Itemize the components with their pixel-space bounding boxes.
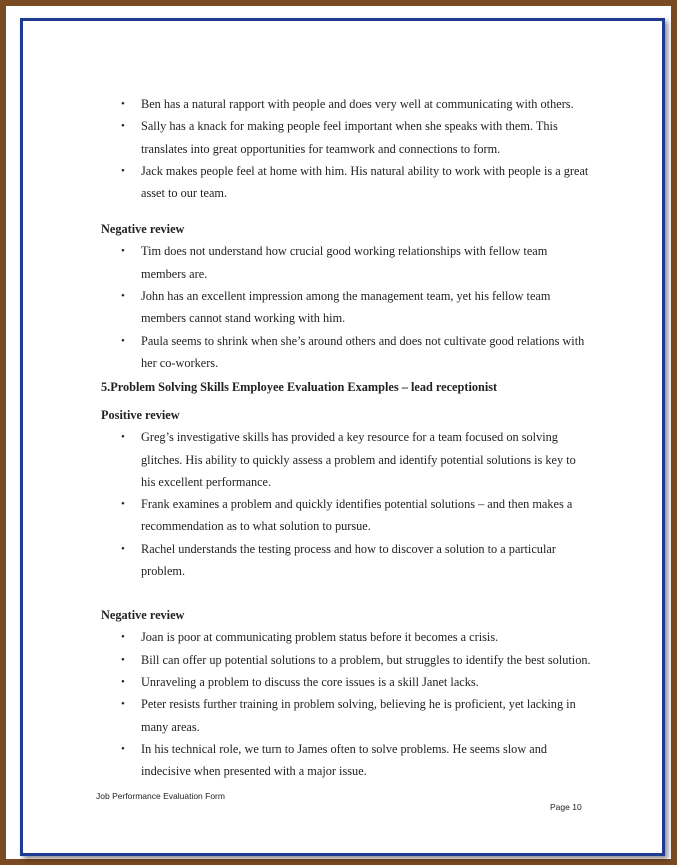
list-item: • Unraveling a problem to discuss the core issues is a skill Janet lacks. (101, 671, 591, 693)
list-item: • In his technical role, we turn to James often to solve problems. He seems slow and indecisive when presented with a major issue. (101, 738, 591, 783)
bullet-icon: • (121, 742, 125, 755)
list-item: • Tim does not understand how crucial good working relationships with fellow team members are. (101, 240, 591, 285)
list-item: • Jack makes people feel at home with him. His natural ability to work with people is a great asset to our team. (101, 160, 591, 205)
list-item: • Joan is poor at communicating problem status before it becomes a crisis. (101, 626, 591, 648)
negative-review-list-2 (101, 626, 591, 782)
bullet-icon: • (121, 542, 125, 555)
bullet-icon: • (121, 631, 125, 644)
list-item: • John has an excellent impression among the management team, yet his fellow team members cannot stand working with him. (101, 285, 591, 330)
bullet-icon: • (121, 164, 125, 177)
bullet-icon: • (121, 675, 125, 688)
bullet-icon: • (121, 98, 125, 110)
list-item: • Peter resists further training in problem solving, believing he is proficient, yet lacking in many areas. (101, 693, 591, 738)
list-item: • Greg’s investigative skills has provided a key resource for a team focused on solving glitches. His ability to quickly assess a problem and identify potential solutions is key to his excellent performance. (101, 426, 591, 493)
bullet-icon: • (121, 498, 125, 511)
bullet-icon: • (121, 290, 125, 303)
positive-review-list-2 (101, 426, 591, 582)
list-item: • Rachel understands the testing process and how to discover a solution to a particular problem. (101, 538, 591, 583)
list-item: • Ben has a natural rapport with people and does very well at communicating with others. (101, 93, 591, 115)
bullet-icon: • (121, 653, 125, 666)
bullet-icon: • (121, 245, 125, 258)
negative-review-heading-2: Negative review (101, 608, 185, 623)
list-item: • Sally has a knack for making people feel important when she speaks with them. This translates into great opportunities for teamwork and connections to form. (101, 115, 591, 160)
positive-review-list-1 (101, 93, 591, 204)
document-page (20, 18, 665, 856)
footer-form-name: Job Performance Evaluation Form (96, 791, 225, 801)
bullet-icon: • (121, 698, 125, 711)
section-heading: 5.Problem Solving Skills Employee Evaluation Examples – lead receptionist (101, 380, 498, 395)
list-item: • Paula seems to shrink when she’s around others and does not cultivate good relations with her co-workers. (101, 330, 591, 375)
outer-frame (6, 6, 671, 859)
page-content (101, 93, 591, 782)
bullet-icon: • (121, 334, 125, 347)
negative-review-list-1 (101, 240, 591, 374)
negative-review-heading-1: Negative review (101, 222, 185, 237)
list-item: • Frank examines a problem and quickly identifies potential solutions – and then makes a recommendation as to what solution to pursue. (101, 493, 591, 538)
list-item: • Bill can offer up potential solutions to a problem, but struggles to identify the best solution. (101, 649, 591, 671)
positive-review-heading: Positive review (101, 408, 180, 423)
bullet-icon: • (121, 431, 125, 444)
footer-page-number: Page 10 (550, 802, 582, 812)
bullet-icon: • (121, 120, 125, 133)
